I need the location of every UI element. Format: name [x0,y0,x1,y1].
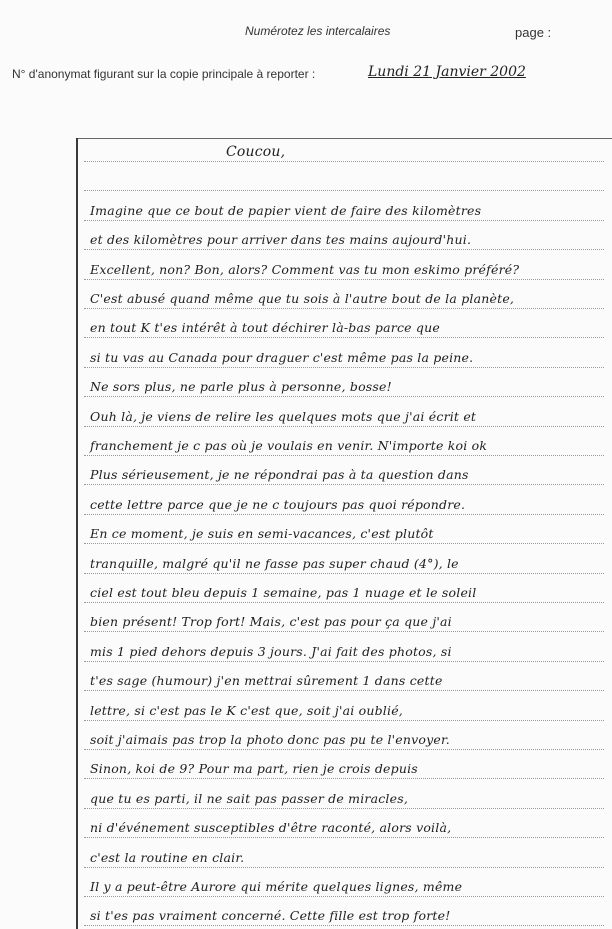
letter-line: soit j'aimais pas trop la photo donc pas pu te l'envoyer. [90,732,450,747]
page-number-label: page : [515,25,552,40]
letter-line: C'est abusé quand même que tu sois à l'autre bout de la planète, [90,291,515,306]
letter-line: en tout K t'es intérêt à tout déchirer là-bas parce que [90,320,440,336]
anonymat-label: N° d'anonymat figurant sur la copie principale à reporter : [12,67,316,81]
anonymat-date: Lundi 21 Janvier 2002 [368,64,526,80]
letter-line: que tu es parti, il ne sait pas passer de miracles, [90,790,409,806]
ruled-line [84,189,604,191]
ruled-line [84,366,604,368]
letter-line: Excellent, non? Bon, alors? Comment vas tu mon eskimo préféré? [90,261,520,277]
anonymat-row [12,66,602,86]
letter-line: franchement je c pas où je voulais en venir. N'importe koi ok [90,438,488,453]
ruled-line [84,572,604,574]
letter-line: si tu vas au Canada pour draguer c'est même pas la peine. [90,349,474,365]
ruled-line [84,513,604,515]
ruled-line [84,248,604,250]
ruled-line [84,689,604,691]
ruled-line [84,807,604,809]
ruled-line [84,660,604,662]
ruled-line [84,601,604,603]
ruled-line [84,219,604,221]
letter-line: c'est la routine en clair. [90,849,245,865]
letter-line: Il y a peut-être Aurore qui mérite quelques lignes, même [90,879,463,894]
ruled-line [84,454,604,456]
letter-line: Sinon, koi de 9? Pour ma part, rien je crois depuis [90,761,418,777]
letter-line: lettre, si c'est pas le K c'est que, soit j'ai oublié, [90,702,403,718]
ruled-line [84,748,604,750]
ruled-line [84,483,604,485]
ruled-line [84,425,604,427]
ruled-line [84,160,604,162]
ruled-line [84,307,604,309]
letter-line: t'es sage (humour) j'en mettrai sûrement 1 dans cette [90,673,443,689]
ruled-line [84,278,604,280]
ruled-line [84,395,604,397]
letter-line: ni d'événement susceptibles d'être raconté, alors voilà, [90,820,452,836]
letter-line: si t'es pas vraiment concerné. Cette fille est trop forte! [90,908,451,924]
ruled-line [84,336,604,338]
ruled-line [84,777,604,779]
letter-line: Plus sérieusement, je ne répondrai pas à ta question dans [90,467,469,483]
letter-line: tranquille, malgré qu'il ne fasse pas super chaud (4°), le [90,555,459,571]
ruled-line [84,719,604,721]
ruled-line [84,836,604,838]
letter-line: Ouh là, je viens de relire les quelques mots que j'ai écrit et [90,408,477,424]
letter-line: mis 1 pied dehors depuis 3 jours. J'ai fait des photos, si [90,643,452,659]
ruled-line [84,895,604,897]
letter-salutation: Coucou, [226,144,286,160]
letter-line: Imagine que ce bout de papier vient de faire des kilomètres [90,202,482,218]
ruled-line [84,866,604,868]
ruled-line [84,630,604,632]
letter-line: et des kilomètres pour arriver dans tes mains aujourd'hui. [90,232,472,248]
letter-line: ciel est tout bleu depuis 1 semaine, pas 1 nuage et le soleil [90,585,477,600]
ruled-line [84,542,604,544]
ruled-line [84,924,604,926]
lined-sheet [76,138,612,929]
letter-line: Ne sors plus, ne parle plus à personne, bosse! [90,379,392,395]
page-header-title: Numérotez les intercalaires [245,24,391,38]
letter-line: cette lettre parce que je ne c toujours pas quoi répondre. [90,496,466,512]
letter-line: bien présent! Trop fort! Mais, c'est pas pour ça que j'ai [90,614,452,630]
letter-line: En ce moment, je suis en semi-vacances, c'est plutôt [90,526,434,542]
margin-line [76,138,78,929]
